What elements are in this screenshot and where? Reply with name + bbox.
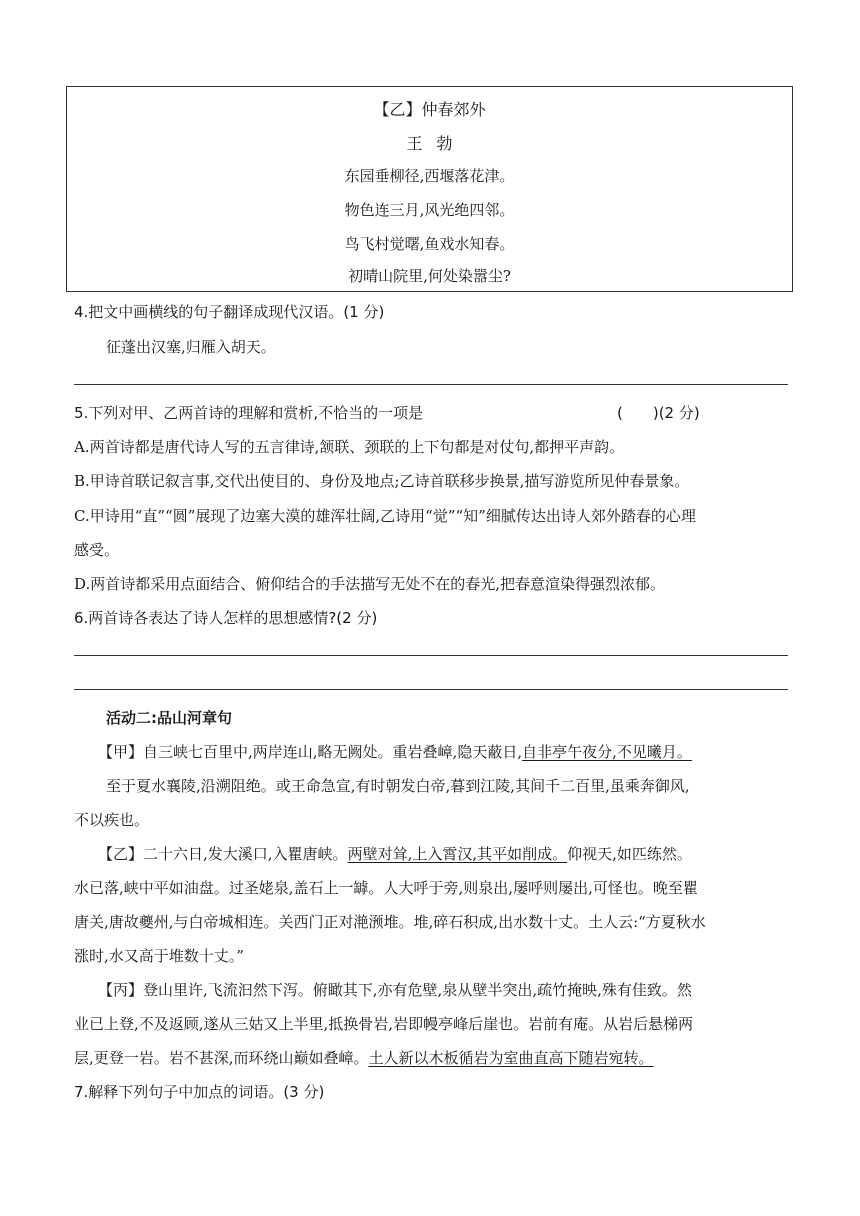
passage-tag: 【乙】: [98, 845, 144, 863]
passage-text: 层,更登一岩。岩不甚深,而环绕山巅如叠嶂。: [74, 1049, 369, 1067]
question-4-sentence: 征蓬出汉塞,归雁入胡天。: [106, 338, 276, 356]
option-b: B.甲诗首联记叙言事,交代出使目的、身份及地点;乙诗首联移步换景,描写游览所见仲春景象。: [74, 472, 690, 490]
poem-line: 物色连三月,风光绝四邻。: [344, 201, 515, 219]
answer-line: [74, 384, 788, 385]
poem-line: 东园垂柳径,西堰落花津。: [344, 167, 515, 185]
passage-yi-line: [98, 843, 692, 864]
question-4: 4.把文中画横线的句子翻译成现代汉语。(1 分): [74, 303, 385, 321]
passage-text: 二十六日,发大溪口,入瞿唐峡。: [143, 845, 348, 863]
underlined-sentence: 土人新以木板循岩为室曲直高下随岩宛转。: [368, 1049, 654, 1067]
passage-jia-line: [98, 741, 692, 762]
passage-tag: 【丙】: [98, 981, 144, 999]
passage-text: 自三峡七百里中,两岸连山,略无阙处。重岩叠嶂,隐天蔽日,: [143, 743, 523, 761]
option-c: C.甲诗用“直”“圆”展现了边塞大漠的雄浑壮阔,乙诗用“觉”“知”细腻传达出诗人郊外踏春的心理: [74, 507, 696, 525]
passage-yi-line: 水已落,峡中平如油盘。过圣姥泉,盖石上一罅。人大呼于旁,则泉出,屡呼则屡出,可怪也。晚至瞿: [74, 879, 698, 897]
passage-yi-line: 涨时,水又高于堆数十丈。”: [74, 947, 244, 965]
option-d: D.两首诗都采用点面结合、俯仰结合的手法描写无处不在的春光,把春意渲染得强烈浓郁。: [74, 575, 666, 593]
poem-line: 初晴山院里,何处染嚣尘?: [348, 267, 511, 285]
poem-author: 王勃: [406, 134, 467, 153]
answer-line: [74, 655, 788, 656]
option-a: A.两首诗都是唐代诗人写的五言律诗,颔联、颈联的上下句都是对仗句,都押平声韵。: [74, 438, 625, 456]
question-6: 6.两首诗各表达了诗人怎样的思想感情?(2 分): [74, 609, 378, 627]
passage-bing-line: [74, 1047, 654, 1068]
passage-text: 登山里许,飞流汩然下泻。俯瞰其下,亦有危壁,泉从壁半突出,疏竹掩映,殊有佳致。然: [143, 981, 692, 999]
option-c-cont: 感受。: [74, 541, 120, 559]
passage-tag: 【甲】: [98, 743, 144, 761]
poem-title: 【乙】仲春郊外: [373, 100, 486, 119]
underlined-sentence: 两壁对耸,上入霄汉,其平如削成。: [347, 845, 568, 863]
passage-bing-line: [98, 979, 692, 1000]
passage-jia-line: 不以疾也。: [74, 811, 150, 829]
underlined-sentence: 自非亭午夜分,不见曦月。: [522, 743, 692, 761]
question-7: 7.解释下列句子中加点的词语。(3 分): [74, 1083, 325, 1101]
poem-box: [66, 86, 793, 292]
answer-line: [74, 689, 788, 690]
passage-yi-line: 唐关,唐故夔州,与白帝城相连。关西门正对滟滪堆。堆,碎石积成,出水数十丈。土人云:“方夏秋水: [74, 913, 706, 931]
passage-jia-line: 至于夏水襄陵,沿溯阻绝。或王命急宣,有时朝发白帝,暮到江陵,其间千二百里,虽乘奔御风,: [106, 777, 690, 795]
question-5-bracket: ( )(2 分): [617, 404, 700, 422]
passage-text: 仰视天,如匹练然。: [567, 845, 692, 863]
poem-line: 鸟飞村觉曙,鱼戏水知春。: [344, 235, 515, 253]
activity-heading: 活动二:品山河章句: [106, 709, 232, 727]
passage-bing-line: 业已上登,不及返顾,遂从三姑又上半里,抵换骨岩,岩即幔亭峰后崖也。岩前有庵。从岩后悬梯两: [74, 1015, 694, 1033]
question-5: 5.下列对甲、乙两首诗的理解和赏析,不恰当的一项是: [74, 404, 424, 422]
